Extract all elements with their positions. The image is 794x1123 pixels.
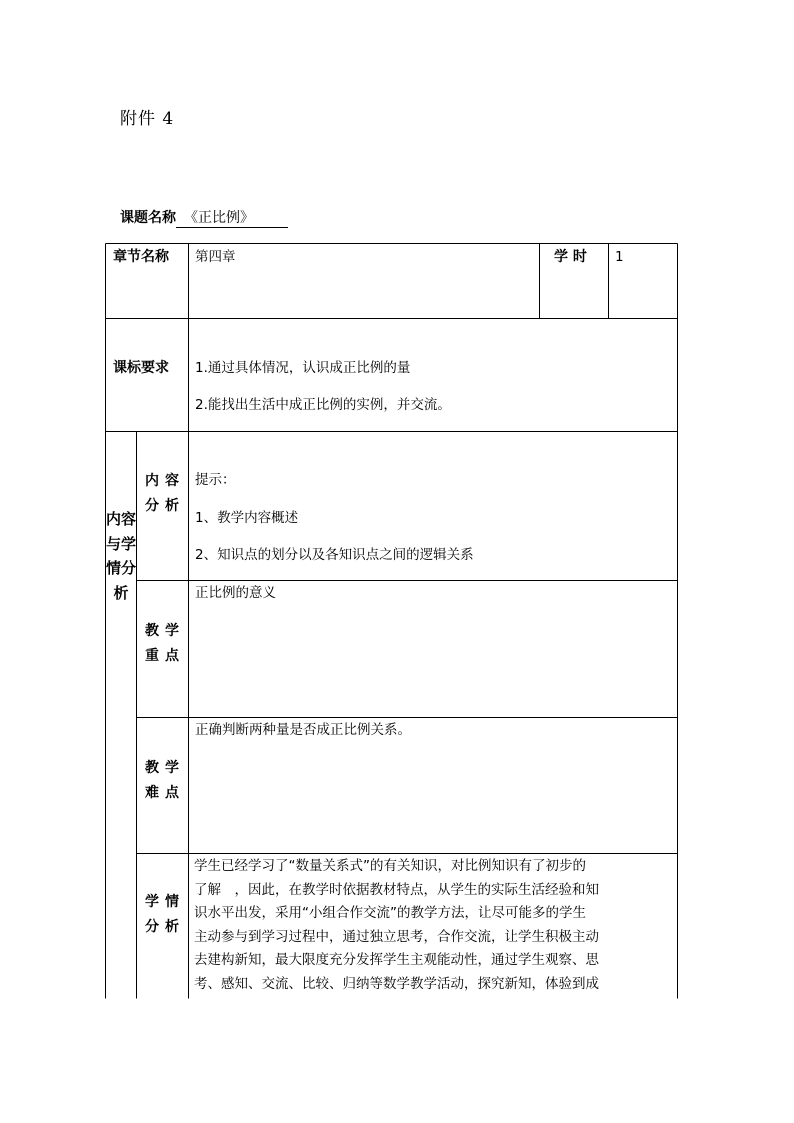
- student-analysis-line-3: 识水平出发，采用“小组合作交流”的教学方法，让尽可能多的学生: [194, 905, 586, 921]
- standards-item-2: 2.能找出生活中成正比例的实例，并交流。: [195, 397, 451, 413]
- hours-value: 1: [615, 249, 624, 265]
- attachment-label: 附件 4: [120, 109, 175, 129]
- course-title-value: 《正比例》: [176, 207, 288, 228]
- content-analysis-label: 内容分析: [145, 473, 185, 514]
- content-analysis-line-1: 提示：: [195, 472, 236, 488]
- student-analysis-label: 学情分析: [145, 894, 185, 935]
- student-analysis-line-5: 去建构新知，最大限度充分发挥学生主观能动性，通过学生观察、思: [194, 952, 599, 968]
- chapter-label: 章节名称: [113, 249, 169, 265]
- key-points-text: 正比例的意义: [195, 585, 276, 601]
- student-analysis-line-6: 考、感知、交流、比较、归纳等数学教学活动，探究新知，体验到成: [194, 975, 599, 992]
- student-analysis-line-4: 主动参与到学习过程中，通过独立思考，合作交流，让学生积极主动: [194, 928, 599, 945]
- difficulties-text: 正确判断两种量是否成正比例关系。: [195, 722, 411, 738]
- key-points-label: 教学重点: [145, 623, 185, 664]
- section-label-vertical: 内容与学情分析: [106, 510, 137, 602]
- chapter-value: 第四章: [195, 249, 236, 265]
- content-analysis-line-2: 1、教学内容概述: [195, 510, 299, 526]
- hours-label: 学 时: [554, 249, 587, 265]
- student-analysis-line-1: 学生已经学习了“数量关系式”的有关知识，对比例知识有了初步的: [194, 858, 586, 874]
- course-title-label: 课题名称: [120, 210, 176, 226]
- standards-item-1: 1.通过具体情况，认识成正比例的量: [195, 360, 411, 376]
- standards-label: 课标要求: [113, 360, 169, 376]
- difficulties-label: 教学难点: [145, 760, 185, 801]
- content-analysis-line-3: 2、知识点的划分以及各知识点之间的逻辑关系: [195, 547, 474, 563]
- student-analysis-text: [194, 855, 676, 996]
- student-analysis-line-2: 了解 ，因此，在教学时依据教材特点，从学生的实际生活经验和知: [194, 881, 599, 898]
